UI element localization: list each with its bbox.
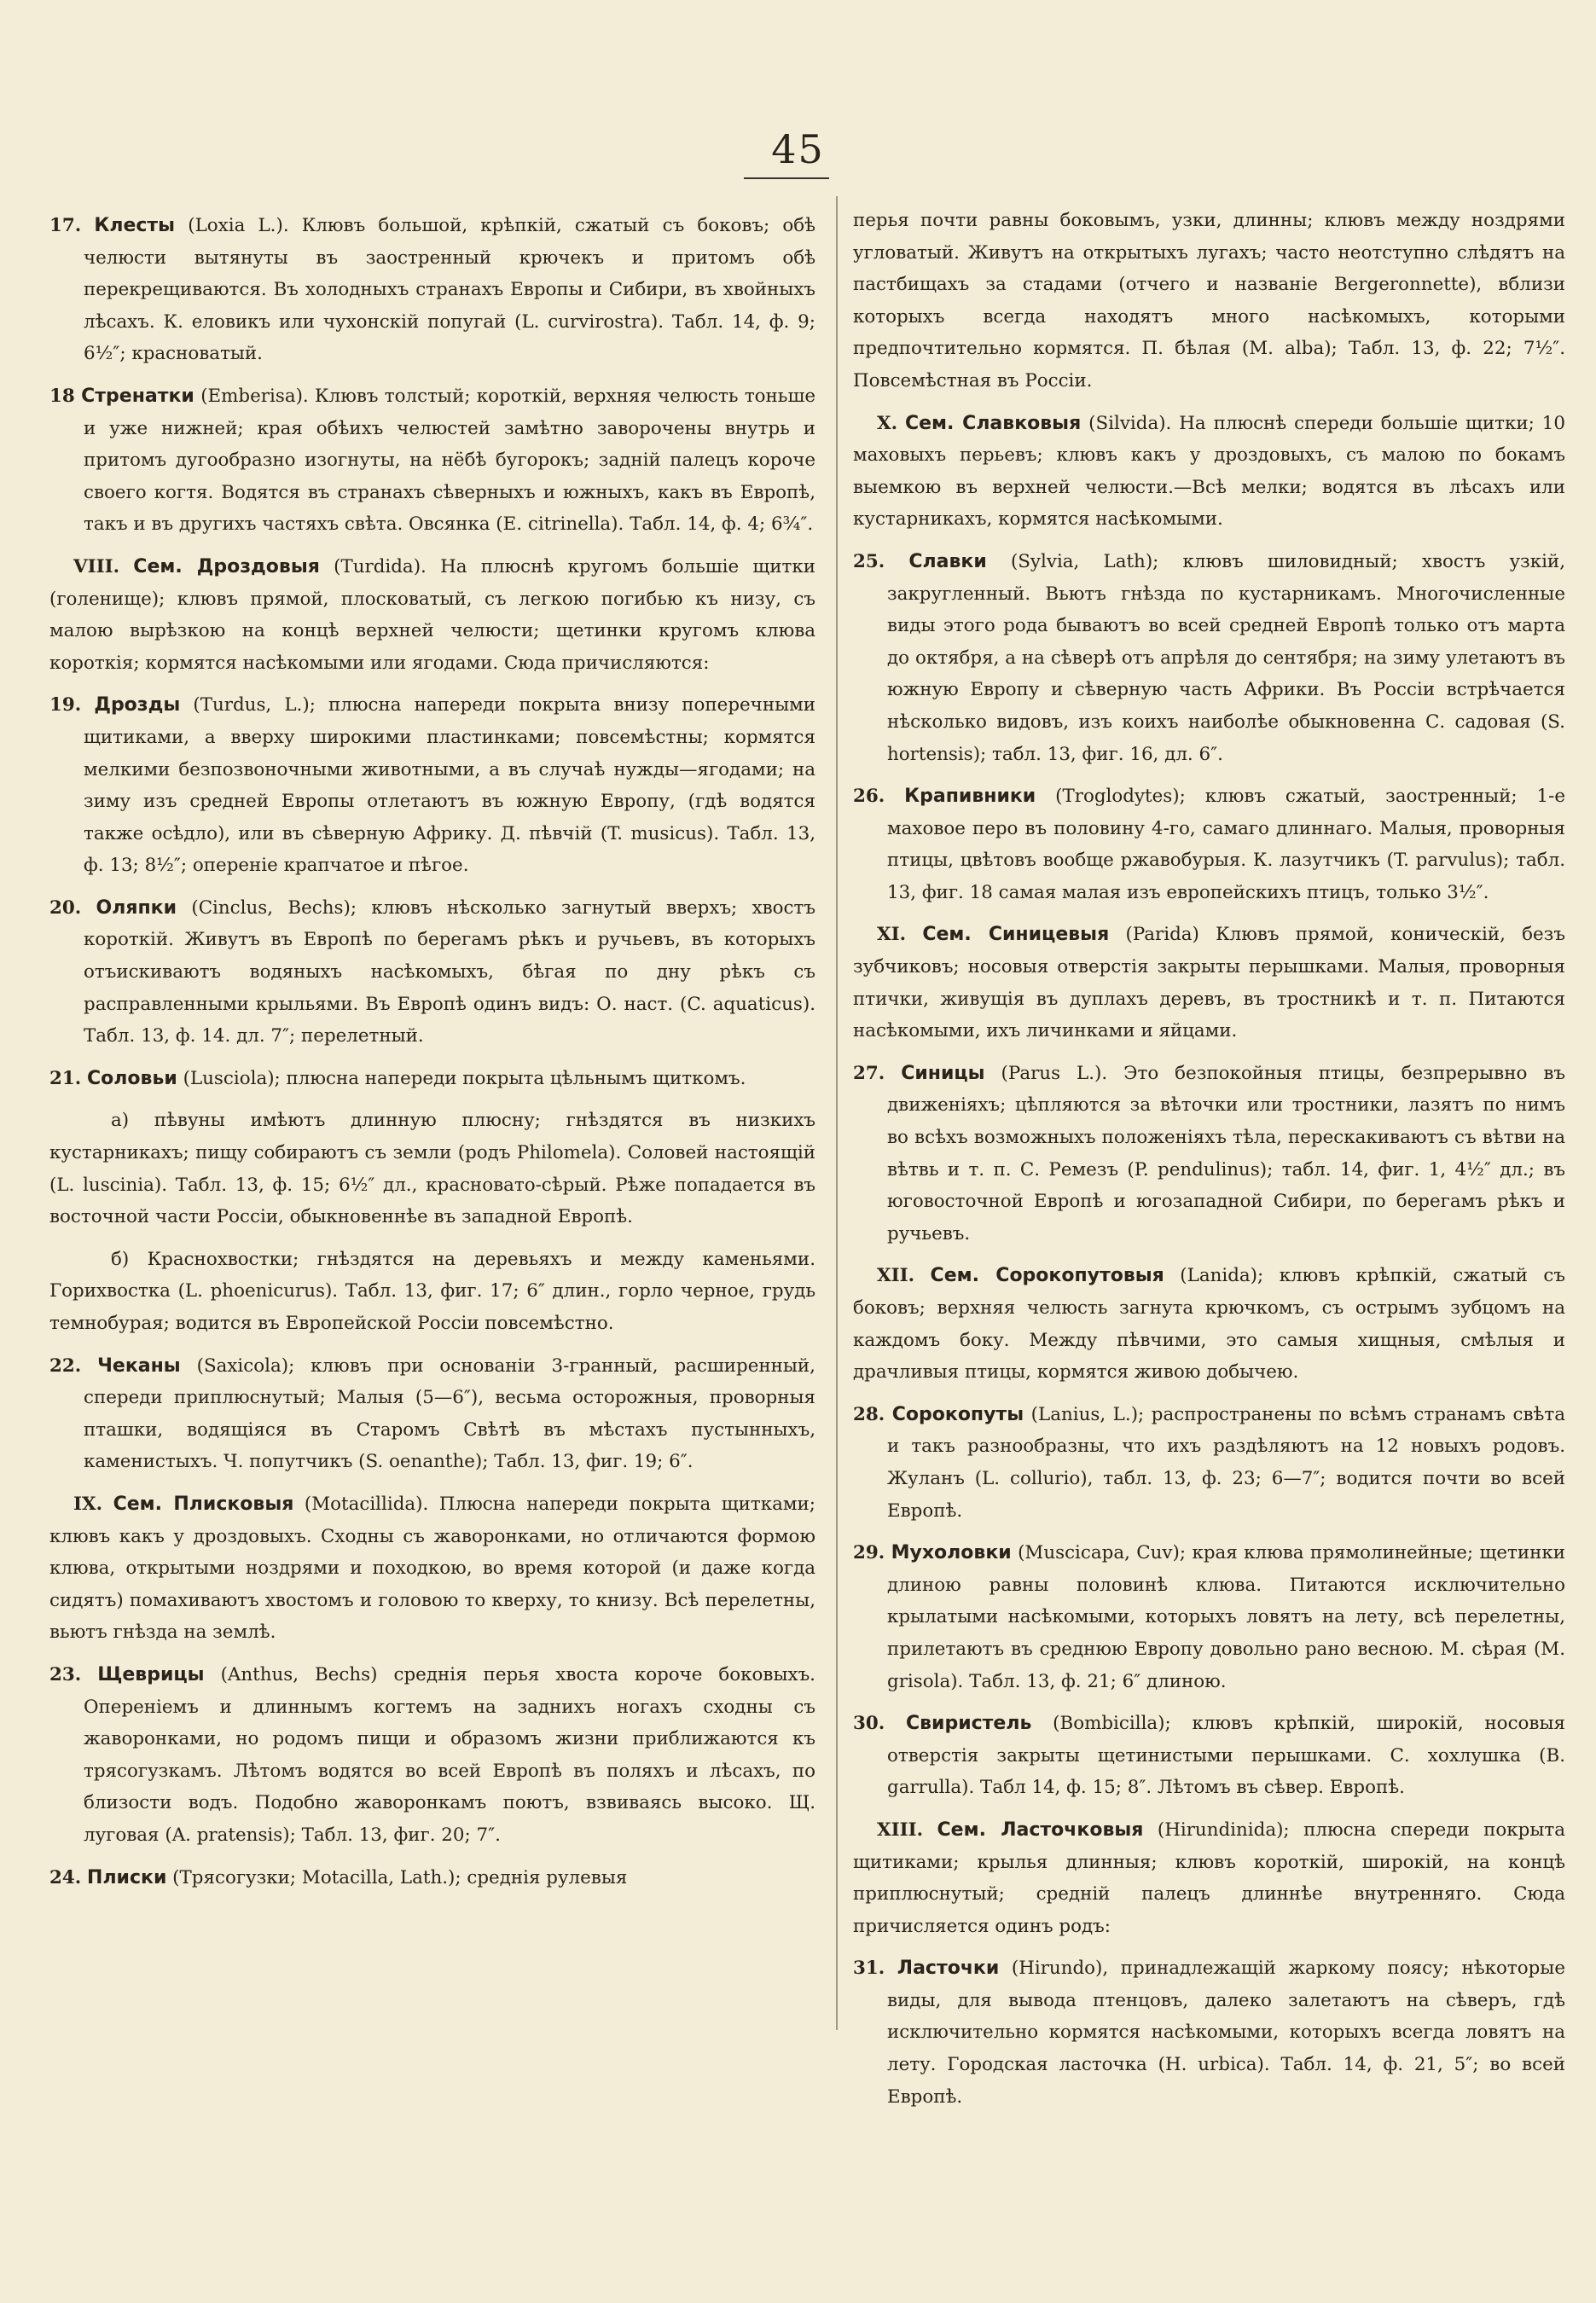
entry-paragraph — [49, 892, 815, 1053]
entry-text: (Loxia L.). Клювъ большой, крѣпкій, сжатый съ боковъ; обѣ челюсти вытянуты въ заостренный крючекъ и притомъ обѣ перекрещиваются. Въ холодныхъ странахъ Европы и Сибири, въ хвойныхъ лѣсахъ. К. еловикъ или чухонскій попугай (L. curvirostra). Табл. 14, ф. 9; 6½″; красноватый. — [84, 215, 815, 365]
entry-text: (Cinclus, Bechs); клювъ нѣсколько загнутый вверхъ; хвостъ короткій. Живутъ въ Европѣ по берегамъ рѣкъ и ручьевъ, въ которыхъ отъискиваютъ водяныхъ насѣкомыхъ, бѣгая по дну рѣкъ съ расправленными крыльями. Въ Европѣ одинъ видъ: О. наст. (C. aquaticus). Табл. 13, ф. 14. дл. 7″; перелетный. — [84, 896, 815, 1047]
entry-number: X. — [877, 412, 898, 434]
entry-text: б) Краснохвостки; гнѣздятся на деревьяхъ и между каменьями. Горихвостка (L. phoenicurus). Табл. 13, фиг. 17; 6″ длин., горло черное, грудь темнобурая; водится въ Европейской Россіи повсемѣстно. — [49, 1248, 815, 1334]
entry-number: 28. — [853, 1403, 885, 1425]
entry-number: IX. — [73, 1493, 103, 1515]
family-paragraph — [49, 1488, 815, 1649]
entry-paragraph — [853, 205, 1565, 397]
entry-text: а) пѣвуны имѣютъ длинную плюсну; гнѣздятся въ низкихъ кустарникахъ; пищу собираютъ съ земли (родъ Philomela). Соловей настоящій (L. luscinia). Табл. 13, ф. 15; 6½″ дл., красновато-сѣрый. Рѣже попадается въ восточной части Россіи, обыкновеннѣе въ западной Европѣ. — [49, 1110, 815, 1228]
entry-number: 29. — [853, 1542, 885, 1564]
entry-heading: Сорокопуты — [891, 1403, 1024, 1425]
entry-number: 26. — [853, 786, 885, 808]
subentry-paragraph — [49, 1244, 815, 1340]
entry-heading: Сем. Славковыя — [904, 412, 1082, 434]
entry-heading: Свиристель — [905, 1713, 1032, 1735]
entry-heading: Щеврицы — [97, 1663, 205, 1685]
entry-number: 19. — [49, 694, 82, 716]
page-number-rule — [744, 177, 829, 179]
family-paragraph — [853, 919, 1565, 1047]
entry-text: (Anthus, Bechs) среднія перья хвоста короче боковыхъ. Опереніемъ и длиннымъ когтемъ на заднихъ ногахъ сходны съ жаворонками, но родомъ пищи и образомъ жизни приближаются къ трясогузкамъ. Лѣтомъ водятся во всей Европѣ въ поляхъ и лѣсахъ, по близости водъ. Подобно жаворонкамъ поютъ, взвиваясь высоко. Щ. луговая (A. pratensis); Табл. 13, фиг. 20; 7″. — [84, 1663, 815, 1846]
entry-paragraph — [49, 380, 815, 541]
entry-text: (Troglodytes); клювъ сжатый, заостренный; 1-е маховое перо въ половину 4-го, самаго длиннаго. Малыя, проворныя птицы, цвѣтовъ вообще ржавобурыя. К. лазутчикъ (T. parvulus); табл. 13, фиг. 18 самая малая изъ европейскихъ птицъ, только 3½″. — [887, 786, 1565, 903]
entry-heading: Мухоловки — [891, 1542, 1012, 1564]
entry-text: (Saxicola); клювъ при основаніи 3-гранный, расширенный, спереди приплюснутый; Малыя (5—6″), весьма осторожныя, проворныя пташки, водящіяся въ Старомъ Свѣтѣ въ мѣстахъ пустынныхъ, каменистыхъ. Ч. попутчикъ (S. oenanthe); Табл. 13, фиг. 19; 6″. — [84, 1355, 815, 1473]
entry-paragraph — [853, 1058, 1565, 1250]
entry-heading: Сем. Дроздовыя — [133, 555, 320, 577]
column-divider — [836, 196, 838, 2030]
entry-text: (Turdida). На плюснѣ кругомъ большіе щитки (голенище); клювъ прямой, плосковатый, съ легкою погибью къ низу, съ малою вырѣзкою на концѣ верхней челюсти; щетинки кругомъ клюва короткія; кормятся насѣкомыми или ягодами. Сюда причисляются: — [49, 555, 815, 674]
entry-number: 30. — [853, 1713, 885, 1735]
entry-text: (Sylvia, Lath); клювъ шиловидный; хвостъ узкій, закругленный. Вьютъ гнѣзда по кустарникамъ. Многочисленные виды этого рода бываютъ во всей средней Европѣ только отъ марта до октября, а на сѣверѣ отъ апрѣля до сентября; на зиму улетаютъ въ южную Европу и сѣверную часть Африки. Въ Россіи встрѣчается нѣсколько видовъ, изъ коихъ наиболѣе обыкновенна С. садовая (S. hortensis); табл. 13, фиг. 16, дл. 6″. — [887, 550, 1565, 765]
entry-heading: Сем. Сорокопутовыя — [930, 1265, 1164, 1287]
entry-number: 25. — [853, 550, 885, 572]
entry-text: (Lanius, L.); распространены по всѣмъ странамъ свѣта и такъ разнообразны, что ихъ раздѣляютъ на 12 новыхъ родовъ. Жуланъ (L. collurio), табл. 13, ф. 23; 6—7″; водится почти во всей Европѣ. — [887, 1403, 1565, 1522]
entry-number: 31. — [853, 1958, 885, 1980]
left-column — [49, 210, 815, 1904]
entry-text: перья почти равны боковымъ, узки, длинны; клювъ между ноздрями угловатый. Живутъ на открытыхъ лугахъ; часто неотступно слѣдятъ на пастбищахъ за стадами (отчего и названіе Bergeronnette), вблизи которыхъ всегда находятъ много насѣкомыхъ, которыми предпочтительно кормятся. П. бѣлая (M. alba); Табл. 13, ф. 22; 7½″. Повсемѣстная въ Россіи. — [853, 210, 1565, 392]
entry-text: (Turdus, L.); плюсна напереди покрыта внизу поперечными щитиками, а вверху широкими пластинками; повсемѣстны; кормятся мелкими безпозвоночными животными, а въ случаѣ нужды—ягодами; на зиму изъ средней Европы отлетаютъ въ южную Европу, (гдѣ водятся также осѣдло), или въ сѣверную Африку. Д. пѣвчій (T. musicus). Табл. 13, ф. 13; 8½″; опереніе крапчатое и пѣгое. — [84, 694, 815, 877]
entry-text: (Parus L.). Это безпокойныя птицы, безпрерывно въ движеніяхъ; цѣпляются за вѣточки или тростники, лазятъ по нимъ во всѣхъ возможныхъ положеніяхъ тѣла, перескакиваютъ съ вѣтви на вѣтвь и т. п. С. Ремезъ (P. pendulinus); табл. 14, фиг. 1, 4½″ дл.; въ юговосточной Европѣ и югозападной Сибири, по берегамъ рѣкъ и ручьевъ. — [887, 1062, 1565, 1244]
subentry-paragraph — [49, 1105, 815, 1233]
family-paragraph — [853, 1260, 1565, 1388]
entry-paragraph — [853, 780, 1565, 908]
entry-text: (Silvida). На плюснѣ спереди большіе щитки; 10 маховыхъ перьевъ; клювъ какъ у дроздовыхъ, съ малою по бокамъ выемкою въ верхней челюсти.—Всѣ мелки; водятся въ лѣсахъ или кустарникахъ, кормятся насѣкомыми. — [853, 412, 1565, 531]
entry-number: 22. — [49, 1355, 82, 1377]
entry-heading: Сем. Ласточковыя — [937, 1819, 1144, 1841]
entry-text: (Трясогузки; Motacilla, Lath.); среднія рулевыя — [172, 1866, 628, 1888]
entry-text: (Lanida); клювъ крѣпкій, сжатый съ боковъ; верхняя челюсть загнута крючкомъ, съ острымъ зубцомъ на каждомъ боку. Между пѣвчими, это самыя хищныя, смѣлыя и драчливыя птицы, кормятся живою добычею. — [853, 1265, 1565, 1384]
entry-paragraph — [49, 1659, 815, 1852]
entry-paragraph — [853, 1537, 1565, 1697]
family-paragraph — [853, 408, 1565, 536]
entry-paragraph — [853, 1952, 1565, 2113]
entry-heading: Славки — [908, 550, 987, 572]
entry-number: XII. — [877, 1265, 915, 1287]
entry-paragraph — [49, 689, 815, 882]
right-column — [853, 205, 1565, 2123]
entry-number: 21. — [49, 1067, 82, 1089]
entry-paragraph — [49, 1862, 815, 1894]
entry-number: XI. — [877, 924, 907, 946]
entry-paragraph — [853, 546, 1565, 770]
entry-paragraph — [49, 1063, 815, 1095]
entry-heading: Ласточки — [897, 1958, 1000, 1980]
entry-heading: Сем. Синицевыя — [922, 924, 1110, 946]
family-paragraph — [853, 1814, 1565, 1942]
entry-number: 18 — [49, 385, 75, 407]
entry-text: (Parida) Клювъ прямой, коническій, безъ зубчиковъ; носовыя отверстія закрыты перышками. Малыя, проворныя птички, живущія въ дуплахъ деревъ, въ тростникѣ и т. п. Питаются насѣкомыми, ихъ личинками и яйцами. — [853, 924, 1565, 1042]
entry-number: 17. — [49, 215, 82, 236]
entry-paragraph — [49, 210, 815, 370]
entry-number: 23. — [49, 1663, 82, 1685]
page-number: 45 — [771, 126, 825, 172]
entry-heading: Синицы — [901, 1062, 985, 1084]
entry-heading: Оляпки — [96, 896, 177, 919]
entry-heading: Плиски — [87, 1866, 167, 1888]
entry-number: XIII. — [877, 1819, 924, 1841]
entry-text: (Motacillida). Плюсна напереди покрыта щитками; клювъ какъ у дроздовыхъ. Сходны съ жаворонками, но отличаются формою клюва, открытыми ноздрями и походкою, во время которой (и даже когда сидятъ) помахиваютъ хвостомъ и головою то кверху, то книзу. Всѣ перелетны, вьютъ гнѣзда на землѣ. — [49, 1493, 815, 1644]
entry-text: (Bombicilla); клювъ крѣпкій, широкій, носовыя отверстія закрыты щетинистыми перышками. С. хохлушка (B. garrulla). Табл 14, ф. 15; 8″. Лѣтомъ въ сѣвер. Европѣ. — [887, 1713, 1565, 1799]
entry-heading: Стренатки — [81, 385, 194, 407]
entry-text: (Hirundo), принадлежащій жаркому поясу; нѣкоторые виды, для вывода птенцовъ, далеко залетаютъ на сѣверъ, гдѣ исключительно кормятся насѣкомыми, которыхъ всегда ловятъ на лету. Городская ласточка (H. urbica). Табл. 14, ф. 21, 5″; во всей Европѣ. — [887, 1958, 1565, 2108]
entry-number: 27. — [853, 1062, 885, 1084]
entry-text: (Emberisa). Клювъ толстый; короткій, верхняя челюсть тоньше и уже нижней; края обѣихъ челюстей замѣтно заворочены внутрь и притомъ дугообразно изогнуты, на нёбѣ бугорокъ; задній палецъ короче своего когтя. Водятся въ странахъ сѣверныхъ и южныхъ, какъ въ Европѣ, такъ и въ другихъ частяхъ свѣта. Овсянка (E. citrinella). Табл. 14, ф. 4; 6¾″. — [84, 385, 815, 536]
entry-number: 24. — [49, 1866, 82, 1888]
entry-number: VIII. — [73, 555, 120, 577]
entry-heading: Чеканы — [97, 1355, 181, 1377]
entry-heading: Клесты — [94, 215, 176, 236]
entry-text: (Lusciola); плюсна напереди покрыта цѣльнымъ щиткомъ. — [183, 1067, 746, 1089]
entry-heading: Соловьи — [87, 1067, 177, 1089]
entry-paragraph — [49, 1350, 815, 1478]
entry-heading: Дрозды — [94, 694, 181, 716]
entry-text: (Hirundinida); плюсна спереди покрыта щитиками; крылья длинныя; клювъ короткій, широкій, на концѣ приплюснутый; средній палецъ длиннѣе внутренняго. Сюда причисляется одинъ родъ: — [853, 1819, 1565, 1937]
entry-text: (Muscicapa, Cuv); края клюва прямолинейные; щетинки длиною равны половинѣ клюва. Питаются исключительно крылатыми насѣкомыми, которыхъ ловятъ на лету, всѣ перелетны, прилетаютъ въ среднюю Европу довольно рано весною. М. сѣрая (M. grisola). Табл. 13, ф. 21; 6″ длиною. — [887, 1542, 1565, 1692]
entry-paragraph — [853, 1708, 1565, 1804]
entry-heading: Крапивники — [904, 786, 1036, 808]
entry-paragraph — [853, 1399, 1565, 1527]
entry-heading: Сем. Плисковыя — [113, 1493, 294, 1515]
entry-number: 20. — [49, 896, 82, 919]
family-paragraph — [49, 551, 815, 679]
